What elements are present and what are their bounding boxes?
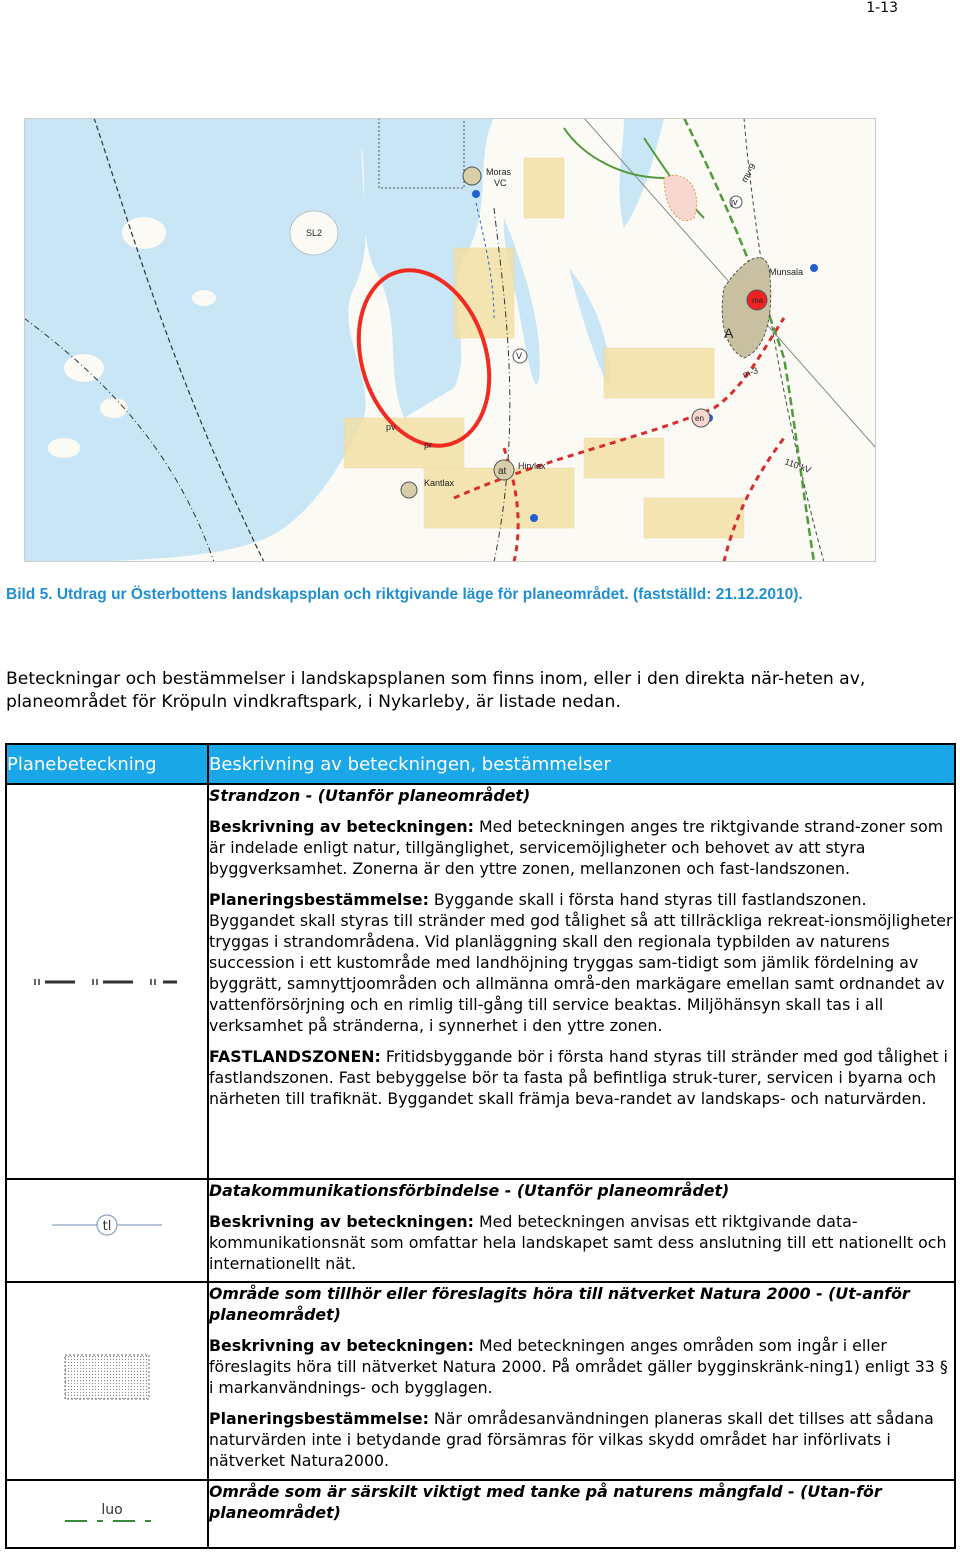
- map-label-kv: 110 kV: [783, 456, 813, 476]
- desc-text: Med beteckningen anges områden som ingår i eller föreslagits höra till nätverket Natura 2000. På området gäller bygginskränk-ning1) enligt 33 § i markanvändnings- och bygglagen.: [209, 1336, 948, 1397]
- mainland-text: Fritidsbyggande bör i första hand styras till stränder med god tålighet i fastlandszonen. Fast bebyggelse bör ta fasta på befintliga struk-turer, servicen i byarna och närheten till trafiknät. Byggandet skall främja beva-randet av landskaps- och naturvärden.: [209, 1047, 948, 1108]
- map-label-munsala: Munsala: [769, 267, 804, 277]
- map-label-sl2: SL2: [306, 228, 323, 238]
- rule-text: Byggande skall i första hand styras till fastlandszonen. Byggandet skall styras till stränder med god tålighet så att tillräckliga rekreat-ionsmöjligheter tryggas i strandområdena. Vid planläggning skall den regionala typbilden av naturens succession i ett kustområde med landhöjning tryggas sam-tidigt som jämlik fördelning av byggrätt, samnyttjoområden och allmänna områ-den markägare emellan samt ordnandet av vattenförsörjning och en rimlig till-gång till service beaktas. Miljöhänsyn skall tas i all verksamhet på stränderna, i synnerhet i den yttre zonen.: [209, 890, 953, 1035]
- map-label-v: V: [516, 351, 523, 361]
- header-description: Beskrivning av beteckningen, bestämmelser: [208, 744, 955, 784]
- symbol-cell: [6, 1179, 208, 1282]
- map-label-hirvlax: Hirvlax: [518, 461, 546, 471]
- map-label-pr: pr: [424, 440, 433, 450]
- description-cell: [208, 784, 955, 1179]
- desc-label: Beskrivning av beteckningen:: [209, 817, 474, 836]
- map-label-jv: jv: [731, 197, 738, 207]
- table-row: [6, 1179, 955, 1282]
- desc-label: Beskrivning av beteckningen:: [209, 1212, 474, 1231]
- intro-paragraph: Beteckningar och bestämmelser i landskapsplanen som finns inom, eller i den direkta när-heten av, planeområdet för Kröpuln vindkraftspark, i Nykarleby, är listade nedan.: [6, 669, 866, 712]
- map-label-kantlax: Kantlax: [424, 478, 455, 488]
- luo-symbol-label: luo: [101, 1502, 123, 1518]
- symbol-cell: [6, 784, 208, 1179]
- data-communication-symbol: [7, 1210, 207, 1240]
- map-label-moras: Moras: [486, 167, 512, 177]
- map-label-mk3: m-3: [741, 365, 760, 380]
- sea-area: [24, 118, 366, 562]
- legend-table: [5, 743, 956, 1549]
- map-label-en: en: [695, 414, 704, 423]
- symbol-cell: [6, 1282, 208, 1480]
- map-label-pv: pv: [386, 422, 396, 432]
- row-title: Område som tillhör eller föreslagits höra till nätverket Natura 2000 - (Ut-anför planeområdet): [209, 1284, 910, 1324]
- description-cell: [208, 1179, 955, 1282]
- description-cell: [208, 1282, 955, 1480]
- desc-text: Med beteckningen anges tre riktgivande strand-zoner som är indelade enligt natur, tillgänglighet, servicemöjligheter och behovet av att styra byggverksamhet. Zonerna är den yttre zonen, mellanzonen och fast-landszonen.: [209, 817, 944, 878]
- natura-area-symbol: [7, 1349, 207, 1409]
- map-label-ma: ma: [752, 296, 764, 305]
- row-title: Datakommunikationsförbindelse - (Utanför planeområdet): [209, 1181, 730, 1200]
- tl-symbol-label: tl: [102, 1219, 112, 1234]
- figure-caption: Bild 5. Utdrag ur Österbottens landskapsplan och riktgivande läge för planeområdet. (fastställd: 21.12.2010).: [6, 586, 803, 603]
- table-row: [6, 1282, 955, 1480]
- landscape-plan-map: [24, 118, 876, 562]
- desc-text: Med beteckningen anvisas ett riktgivande data-kommunikationsnät som omfattar hela landskapet samt dess anslutning till ett nationellt och internationellt nät.: [209, 1212, 947, 1273]
- map-label-mv9: mv-9: [739, 161, 758, 184]
- map-label-a: A: [724, 325, 734, 341]
- row-title: Strandzon - (Utanför planeområdet): [209, 786, 531, 805]
- desc-label: Beskrivning av beteckningen:: [209, 1336, 474, 1355]
- rule-label: Planeringsbestämmelse:: [209, 1409, 429, 1428]
- table-row: [6, 784, 955, 1179]
- row-title: Område som är särskilt viktigt med tanke på naturens mångfald - (Utan-för planeområdet): [209, 1482, 882, 1522]
- map-label-at: at: [498, 466, 507, 477]
- mainland-label: FASTLANDSZONEN:: [209, 1047, 381, 1066]
- page-number: 1-13: [866, 0, 898, 16]
- header-symbol: Planebeteckning: [6, 744, 208, 784]
- rule-label: Planeringsbestämmelse:: [209, 890, 429, 909]
- rule-text: När områdesanvändningen planeras skall det tillses att sådana naturvärden inte i betydande grad försämras för vilkas skydd området har införlivats i nätverket Natura2000.: [209, 1409, 934, 1470]
- description-cell: [208, 1480, 955, 1548]
- table-row: [6, 1480, 955, 1548]
- shore-zone-symbol: [7, 973, 207, 993]
- biodiversity-area-symbol: [7, 1491, 207, 1531]
- symbol-cell: [6, 1480, 208, 1548]
- map-label-vc: VC: [494, 178, 507, 188]
